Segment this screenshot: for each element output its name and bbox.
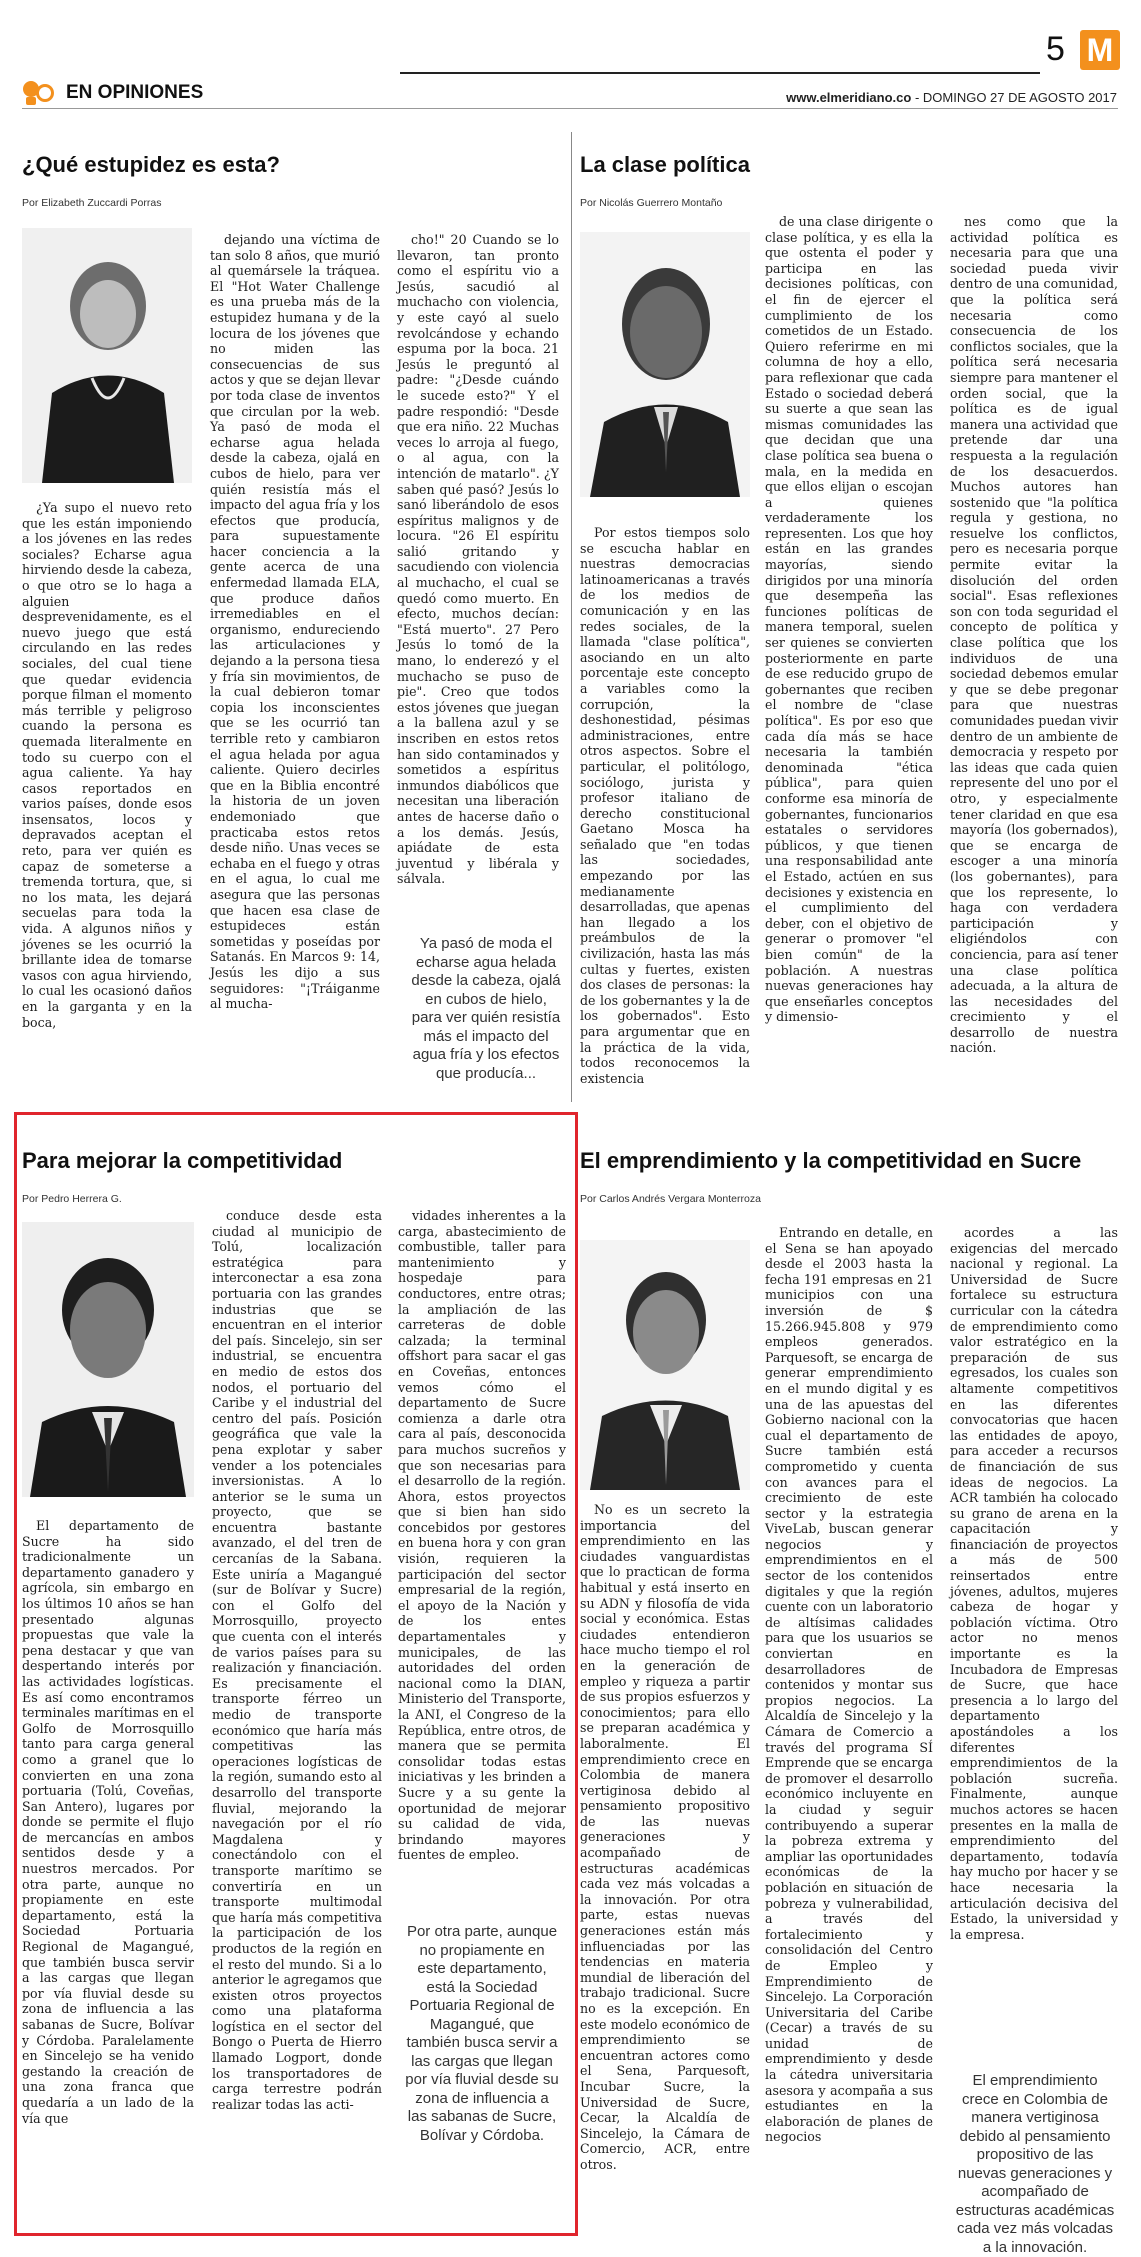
article-1-title: ¿Qué estupidez es esta? xyxy=(22,152,280,177)
page-number: 5 xyxy=(1046,30,1065,68)
article-1-col-2 xyxy=(210,232,380,1012)
article-4-author-photo xyxy=(580,1240,750,1490)
article-4-byline: Por Carlos Andrés Vergara Monterroza xyxy=(580,1193,761,1205)
masthead-line xyxy=(786,90,1117,105)
article-4-col-1 xyxy=(580,1502,750,2173)
article-1-col-3-text: cho!" 20 Cuando se lo llevaron, tan pronto como el espíritu vio a Jesús, sacudió al muchacho con violencia, y este cayó al suelo revolcándose y echando espuma por la boca. 21 Jesús le preguntó al padre: "¿Desde cuándo le sucede esto?" Y el padre respondió: "Desde que era niño. 22 Muchas veces lo arroja al fuego, o al agua, con la intención de matarlo". ¿Y saben qué pasó? Jesús lo sanó liberándolo de esos espíritus malignos y de locura. "26 El espíritu salió gritando y sacudiendo con violencia al muchacho, el cual se quedó como muerto. En efecto, muchos decían: "Está muerto". 27 Pero Jesús lo tomó de la mano, lo enderezó y el muchacho se puso de pie". Creo que todos estos jóvenes que juegan a la ballena azul y se inscriben en estos retos han sido contaminados y sometidos a espíritus inmundos diabólicos que necesitan una liberación antes de hacerse daño o a los demás. Jesús, apiádate de esta juventud y libérala y sálvala. xyxy=(397,232,559,887)
article-2-col-3 xyxy=(950,214,1118,1056)
article-2-col-3-text: nes como que la actividad política es necesaria para que una sociedad pueda vivir dentro de una comunidad, que la política será necesaria como consecuencia de los conflictos sociales, que la política será necesaria siempre para mantener el orden social, que la política es de igual manera una actividad que pretende dar una respuesta a la regulación de los desacuerdos. Muchos autores han sostenido que "la política regula y gestiona, no resuelve los conflictos, pero es necesaria porque permite evitar la disolución del orden social". Esas reflexiones son con toda seguridad el concepto de política y clase política que los individuos de una sociedad debemos emular y que se debe pregonar para que nuestras comunidades puedan vivir dentro de un ambiente de democracia y respeto por las ideas que cada quien represente del uno por el otro, y especialmente tener claridad en que esa mayoría (los gobernados), que se encarga de escoger a una minoría (los gobernantes), para que los represente, lo haga con verdadera participación y eligiéndolos con conciencia, para así tener una clase política adecuada, a la altura de las necesidades del crecimiento y el desarrollo de nuestra nación. xyxy=(950,214,1119,1056)
article-3-pull-quote: Por otra parte, aunque no propiamente en este departamento, está la Sociedad Portuaria Regional de Magangué, que también busca servir a las cargas que llegan por vía fluvial desde su zona de influencia a las sabanas de Sucre, Bolívar y Córdoba. xyxy=(405,1923,559,2144)
article-2-col-1-text: Por estos tiempos solo se escucha hablar en nuestras democracias latinoamericanas a través de los medios de comunicación y en las redes sociales, de la llamada "clase política", asociando en un alto porcentaje este concepto a variables como la corrupción, la deshonestidad, pésimas administraciones, entre otros aspectos. Sobre el particular, el politólogo, sociólogo, jurista y profesor italiano de derecho constitucional Gaetano Mosca ha señalado que "en todas las sociedades, empezando por las medianamente desarrolladas, que apenas han llegado a los preámbulos de la civilización, hasta las más cultas y fuertes, existen dos clases de personas: la de los gobernantes y la de los gobernados". Esto para argumentar que en la práctica de la vida, todos reconocemos la existencia xyxy=(580,525,750,1086)
article-2-col-2-text: de una clase dirigente o clase política, y es ella la que ostenta el poder y participa en las decisiones políticas, con el fin de ejercer el cumplimiento de los cometidos de un Estado. Quiero referirme en mi columna de hoy a ello, para reflexionar que cada Estado o sociedad deberá su suerte a que sean las mismas comunidades las que decidan que una clase política sea buena o mala, en la medida en que ellos elijan o escojan a quienes verdaderamente los representen. Los que hoy están en las grandes mayorías, siendo dirigidos por una minoría que desempeña las funciones políticas de manera temporal, suelen ser quienes se convierten posteriormente en parte de ese reducido grupo de gobernantes que reciben el nombre de "clase política". Es por eso que cada día más se hace necesaria la también denominada "ética pública", para quien conforme esa minoría de gobernantes, funcionarios estatales o servidores públicos, y que tienen una responsabilidad ante el Estado, actúen en sus decisiones y existencia en el cumplimiento del deber, con el objetivo de generar o promover "el bien común" de la población. A nuestras nuevas generaciones hay que enseñarles conceptos y dimensio- xyxy=(765,214,933,1025)
issue-date: DOMINGO 27 DE AGOSTO 2017 xyxy=(922,90,1117,105)
article-1-pull-quote: Ya pasó de moda el echarse agua helada desde la cabeza, ojalá en cubos de hielo, para ver quién resistía más el impacto del agua fría y los efectos que producía... xyxy=(411,935,561,1082)
article-4-col-2 xyxy=(765,1225,933,2145)
article-4-col-3 xyxy=(950,1225,1118,1942)
section-name: EN OPINIONES xyxy=(66,82,204,103)
article-4-col-1-text: No es un secreto la importancia del emprendimiento en las ciudades vanguardistas que lo practican de forma habitual y está inserto en su ADN y filosofía de vida social y económica. Estas ciudades entendieron hace mucho tiempo el rol en la generación de empleo y riqueza a partir de sus propios esfuerzos y conocimientos; para ello se preparan académica y laboralmente. El emprendimiento crece en Colombia de manera vertiginosa debido al pensamiento propositivo de las nuevas generaciones y acompañado de estructuras académicas cada vez más volcadas a la innovación. Por otra parte, estas nuevas generaciones están más influenciadas por las tendencias en materia mundial de liberación del trabajo tradicional. Sucre no es la excepción. En este modelo económico de emprendimiento se encuentran actores como el Sena, Parquesoft, Incubar Sucre, la Universidad de Sucre, Cecar, la Alcaldía de Sincelejo, la Cámara de Comercio, ACR, entre otros. xyxy=(580,1502,750,2172)
header-rule xyxy=(22,108,1118,109)
article-4-title: El emprendimiento y la competitividad en Sucre xyxy=(580,1148,1082,1173)
header-top-rule xyxy=(400,72,1040,74)
article-3-col-2 xyxy=(212,1208,382,2112)
article-3-col-3-text: vidades inherentes a la carga, abastecimiento de combustible, taller para mantenimiento y hospedaje para conductores, entre otras; la ampliación de las carreteras de doble calzada; la terminal offshort para sacar el gas en Coveñas, entonces vemos cómo el departamento de Sucre comienza a darle otra cara al país, desconocida para muchos sucreños y que son necesarias para el desarrollo de la región. Ahora, estos proyectos que si bien han sido concebidos por gestores en buena hora y con gran visión, requieren la participación del sector empresarial de la región, el apoyo de la Nación y de los entes departamentales y municipales, de las autoridades del orden nacional como la DIAN, Ministerio del Transporte, la ANI, el Congreso de la República, entre otros, de manera que se permita consolidar todas estas iniciativas y les brinden a Sucre y a su gente la oportunidad de mejorar su calidad de vida, brindando mayores fuentes de empleo. xyxy=(398,1208,566,1863)
article-3-col-1 xyxy=(22,1518,194,2126)
article-3-col-3 xyxy=(398,1208,566,1863)
article-2-title: La clase política xyxy=(580,152,750,177)
article-2-col-2 xyxy=(765,214,933,1025)
article-4-col-3-text: acordes a las exigencias del mercado nacional y regional. La Universidad de Sucre fortalece su estructura curricular con la cátedra de emprendimiento como valor estratégico en la preparación de sus egresados, los cuales son altamente competitivos en las diferentes convocatorias que hacen las entidades de apoyo, para acceder a recursos de financiación de sus ideas de negocios. La ACR también ha colocado su grano de arena en la capacitación y financiación de proyectos a más de 500 reinsertados entre jóvenes, adultos, mujeres cabeza de hogar y población víctima. Otro actor no menos importante es la Incubadora de Empresas de Sucre, que hace presencia a lo largo del departamento apostándoles a los diferentes emprendimientos de la población sucreña. Finalmente, aunque muchos actores se hacen presentes en la malla de emprendimiento del departamento, todavía hay mucho por hacer y se hace necesaria la articulación decisiva del Estado, la universidad y la empresa. xyxy=(950,1225,1118,1942)
article-2-author-photo xyxy=(580,232,750,497)
article-4-pull-quote: El emprendimiento crece en Colombia de manera vertiginosa debido al pensamiento propositivo de las nuevas generaciones y acompañado de estructuras académicas cada vez más volcadas a la innovación. xyxy=(955,2072,1115,2256)
article-1-col-1 xyxy=(22,500,192,1030)
article-1-author-photo xyxy=(22,228,192,483)
opinion-speech-bubbles-icon xyxy=(22,80,56,106)
article-1-col-3 xyxy=(397,232,559,912)
article-3-title: Para mejorar la competitividad xyxy=(22,1148,343,1173)
article-2-byline: Por Nicolás Guerrero Montaño xyxy=(580,197,723,209)
article-3-col-1-text: El departamento de Sucre ha sido tradicionalmente un departamento ganadero y agrícola, sin embargo en los últimos 10 años se han presentado algunas propuestas que vale la pena destacar y que van despertando interés por las actividades logísticas. Es así como encontramos terminales marítimas en el Golfo de Morrosquillo tanto para carga general como a granel que lo convierten en una zona portuaria (Tolú, Coveñas, San Antero), lugares por donde se permite el flujo de mercancías en ambos sentidos desde y a nuestros mercados. Por otra parte, aunque no propiamente en este departamento, está la Sociedad Portuaria Regional de Magangué, que también busca servir a las cargas que llegan por vía fluvial desde su zona de influencia a las sabanas de Sucre, Bolívar y Córdoba. Paralelamente en Sincelejo se ha venido gestando la creación de una zona franca que quedaría a un lado de la vía que xyxy=(22,1518,194,2126)
article-1-col-1-text: ¿Ya supo el nuevo reto que les están imponiendo a los jóvenes en las redes sociales? Echarse agua hirviendo desde la cabeza, o que otro se lo haga a alguien desprevenidamente, es el nuevo juego que está circulando en las redes sociales, del cual tiene que quedar evidencia porque filman el momento más terrible y peligroso cuando la persona es quemada literalmente en todo su cuerpo con el agua caliente. Ya hay casos reportados en varios países, donde esos insensatos, locos y depravados aceptan el reto, para ver quién es capaz de someterse a tremenda tortura, que, si no los mata, les dejará secuelas para toda la vida. A algunos niños y jóvenes se les ocurrió la brillante idea de tomarse vasos con agua hirviendo, lo cual les ocasionó daños en la garganta y en la boca, xyxy=(22,500,192,1030)
site-url[interactable]: www.elmeridiano.co xyxy=(786,90,912,105)
article-2-col-1 xyxy=(580,525,750,1086)
column-divider xyxy=(571,132,572,1102)
article-3-col-2-text: conduce desde esta ciudad al municipio de Tolú, localización estratégica para interconectar a esa zona portuaria con las grandes industrias que se encuentran en el interior del país. Sincelejo, sin ser industrial, se encuentra en medio de estos dos nodos, el portuario del Caribe y el industrial del centro del país. Posición geográfica que vale la pena explotar y saber vender a los potenciales inversionistas. A lo anterior se le suma un proyecto, que se encuentra bastante avanzado, el del tren de cercanías de la Sabana. Este uniría a Magangué (sur de Bolívar y Sucre) con el Golfo del Morrosquillo, proyecto que cuenta con el interés de varios países para su realización y financiación. Es precisamente el transporte férreo un medio de transporte económico que haría más competitivas las operaciones logísticas de la región, sumando esto al desarrollo del transporte fluvial, mejorando la navegación por el río Magdalena y conectándolo con el transporte marítimo se convertiría en un transporte multimodal que haría más competitiva la participación de los productos de la región en el resto del mundo. Si a lo anterior le agregamos que existen otros proyectos como una plataforma logística en el sector del Bongo o Puerta de Hierro llamado Logport, donde los transportadores de carga terrestre podrán realizar todas las acti- xyxy=(212,1208,382,2112)
article-4-col-2-text: Entrando en detalle, en el Sena se han apoyado desde el 2003 hasta la fecha 191 empresas en 21 municipios con una inversión de $ 15.266.945.808 y 979 empleos generados. Parquesoft, se encarga de generar emprendimiento en el mundo digital y es una de las apuestas del Gobierno nacional con la cual el departamento de Sucre también está comprometido y cuenta con avances para el crecimiento de este sector y la estrategia ViveLab, buscan generar negocios y emprendimientos en el sector de los contenidos digitales y que la región cuente con un laboratorio de altísimas calidades para que los usuarios se conviertan en desarrolladores de contenidos y montar sus propios negocios. La Alcaldía de Sincelejo y la Cámara de Comercio a través del programa SÍ Emprende que se encarga de promover el desarrollo económico incluyente en la ciudad y seguir contribuyendo a superar la pobreza extrema y ampliar las oportunidades económicas de la población en situación de pobreza y vulnerabilidad, a través del fortalecimiento y consolidación del Centro de Empleo y Emprendimiento de Sincelejo. La Corporación Universitaria del Caribe (Cecar) a través de su unidad de emprendimiento y desde la cátedra universitaria asesora y acompaña a sus estudiantes en la elaboración de planes de negocios xyxy=(765,1225,933,2145)
article-3-byline: Por Pedro Herrera G. xyxy=(22,1193,122,1205)
article-1-byline: Por Elizabeth Zuccardi Porras xyxy=(22,197,162,209)
masthead-separator: - xyxy=(911,90,923,105)
article-3-author-photo xyxy=(22,1222,194,1497)
article-1-col-2-text: dejando una víctima de tan solo 8 años, que murió al quemársele la tráquea. El "Hot Water Challenge es una prueba más de la estupidez humana y de la locura de los jóvenes que no miden las consecuencias de sus actos y que se dejan llevar por toda clase de inventos que circulan por la web. Ya pasó de moda el echarse agua helada desde la cabeza, ojalá en cubos de hielo, para ver quién resistía más el impacto del agua fría y los efectos que producía, para supuestamente hacer conciencia a la gente acerca de una enfermedad llamada ELA, que produce daños irremediables en el organismo, endureciendo las articulaciones y dejando a la persona tiesa y fría sin movimientos, de la cual debieron tomar copia los inconscientes que se les ocurrió tan terrible reto y cambiaron el agua helada por agua caliente. Quiero decirles que en la Biblia encontré la historia de un joven endemoniado que practicaba estos retos desde niño. Unas veces se echaba en el fuego y otras en el agua, lo cual me asegura que las personas que hacen esa clase de estupideces están sometidas y poseídas por Satanás. En Marcos 9: 14, Jesús les dijo a sus seguidores: "¡Tráiganme al mucha- xyxy=(210,232,380,1012)
newspaper-logo: M xyxy=(1080,30,1120,70)
